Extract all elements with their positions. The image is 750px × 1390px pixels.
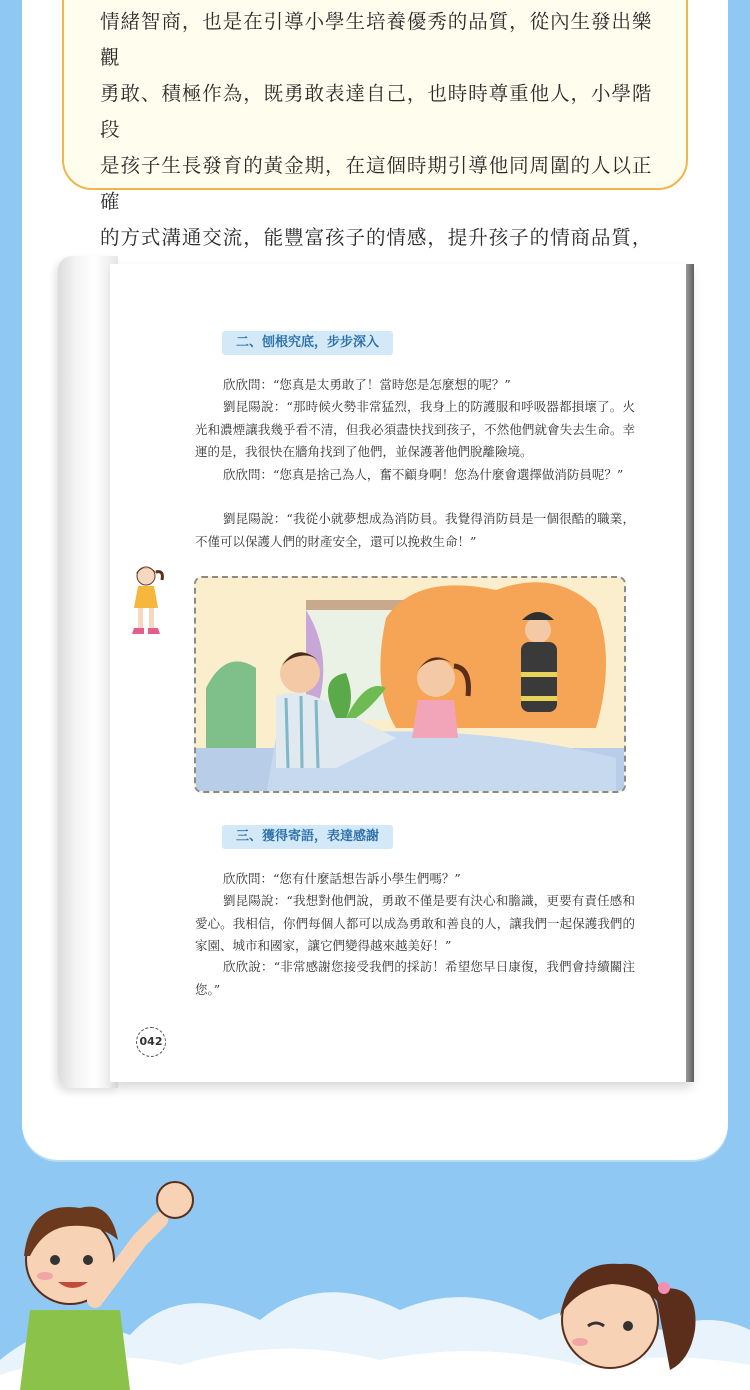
book-paragraph: 欣欣說：“非常感謝您接受我們的採訪！希望您早日康復，我們會持續關注您。”	[195, 959, 635, 997]
intro-line: 勇敢、積極作為，既勇敢表達自己，也時時尊重他人，小學階段	[100, 82, 652, 141]
book-paragraph: 劉昆陽說：“我從小就夢想成為消防員。我覺得消防員是一個很酷的職業，不僅可以保護人們的財產安全，還可以挽救生命！”	[195, 511, 635, 549]
book-paragraph: 欣欣問：“您有什麼話想告訴小學生們嗎？”	[223, 871, 461, 886]
girl-sticker-illustration	[126, 562, 168, 638]
book-spine-left-page	[58, 256, 118, 1088]
intro-box	[62, 0, 688, 249]
book-edge	[686, 264, 694, 1082]
intro-line: 是孩子生長發育的黃金期，在這個時期引導他同周圍的人以正確	[100, 154, 652, 213]
hospital-illustration	[194, 576, 626, 793]
cloud-characters-scene	[0, 1160, 750, 1390]
section-2-title: 二、刨根究底，步步深入	[222, 331, 393, 355]
section-3-title: 三、獲得寄語，表達感謝	[222, 825, 393, 849]
book-paragraph: 欣欣問：“您真是捨己為人，奮不顧身啊！您為什麼會選擇做消防員呢？”	[223, 467, 624, 482]
book-paragraph: 欣欣問：“您真是太勇敢了！當時您是怎麼想的呢？”	[223, 377, 511, 392]
intro-line: 的方式溝通交流，能豐富孩子的情感，提升孩子的情商品質，	[100, 226, 652, 249]
book-paragraph: 劉昆陽說：“我想對他們說，勇敢不僅是要有決心和膽識，更要有責任感和愛心。我相信，你們每個人都可以成為勇敢和善良的人，讓我們一起保護我們的家園、城市和國家，讓它們變得越來越美好！”	[195, 893, 635, 954]
intro-line: 情緒智商，也是在引導小學生培養優秀的品質，從內生發出樂觀	[100, 10, 652, 69]
girl-character-illustration	[560, 1264, 696, 1370]
book-paragraph: 劉昆陽說：“那時候火勢非常猛烈，我身上的防護服和呼吸器都損壞了。火光和濃煙讓我幾乎看不清，但我必須盡快找到孩子，不然他們就會失去生命。幸運的是，我很快在牆角找到了他們，並保護著他們脫離險境。	[195, 399, 635, 460]
page-number: 042	[136, 1027, 166, 1057]
